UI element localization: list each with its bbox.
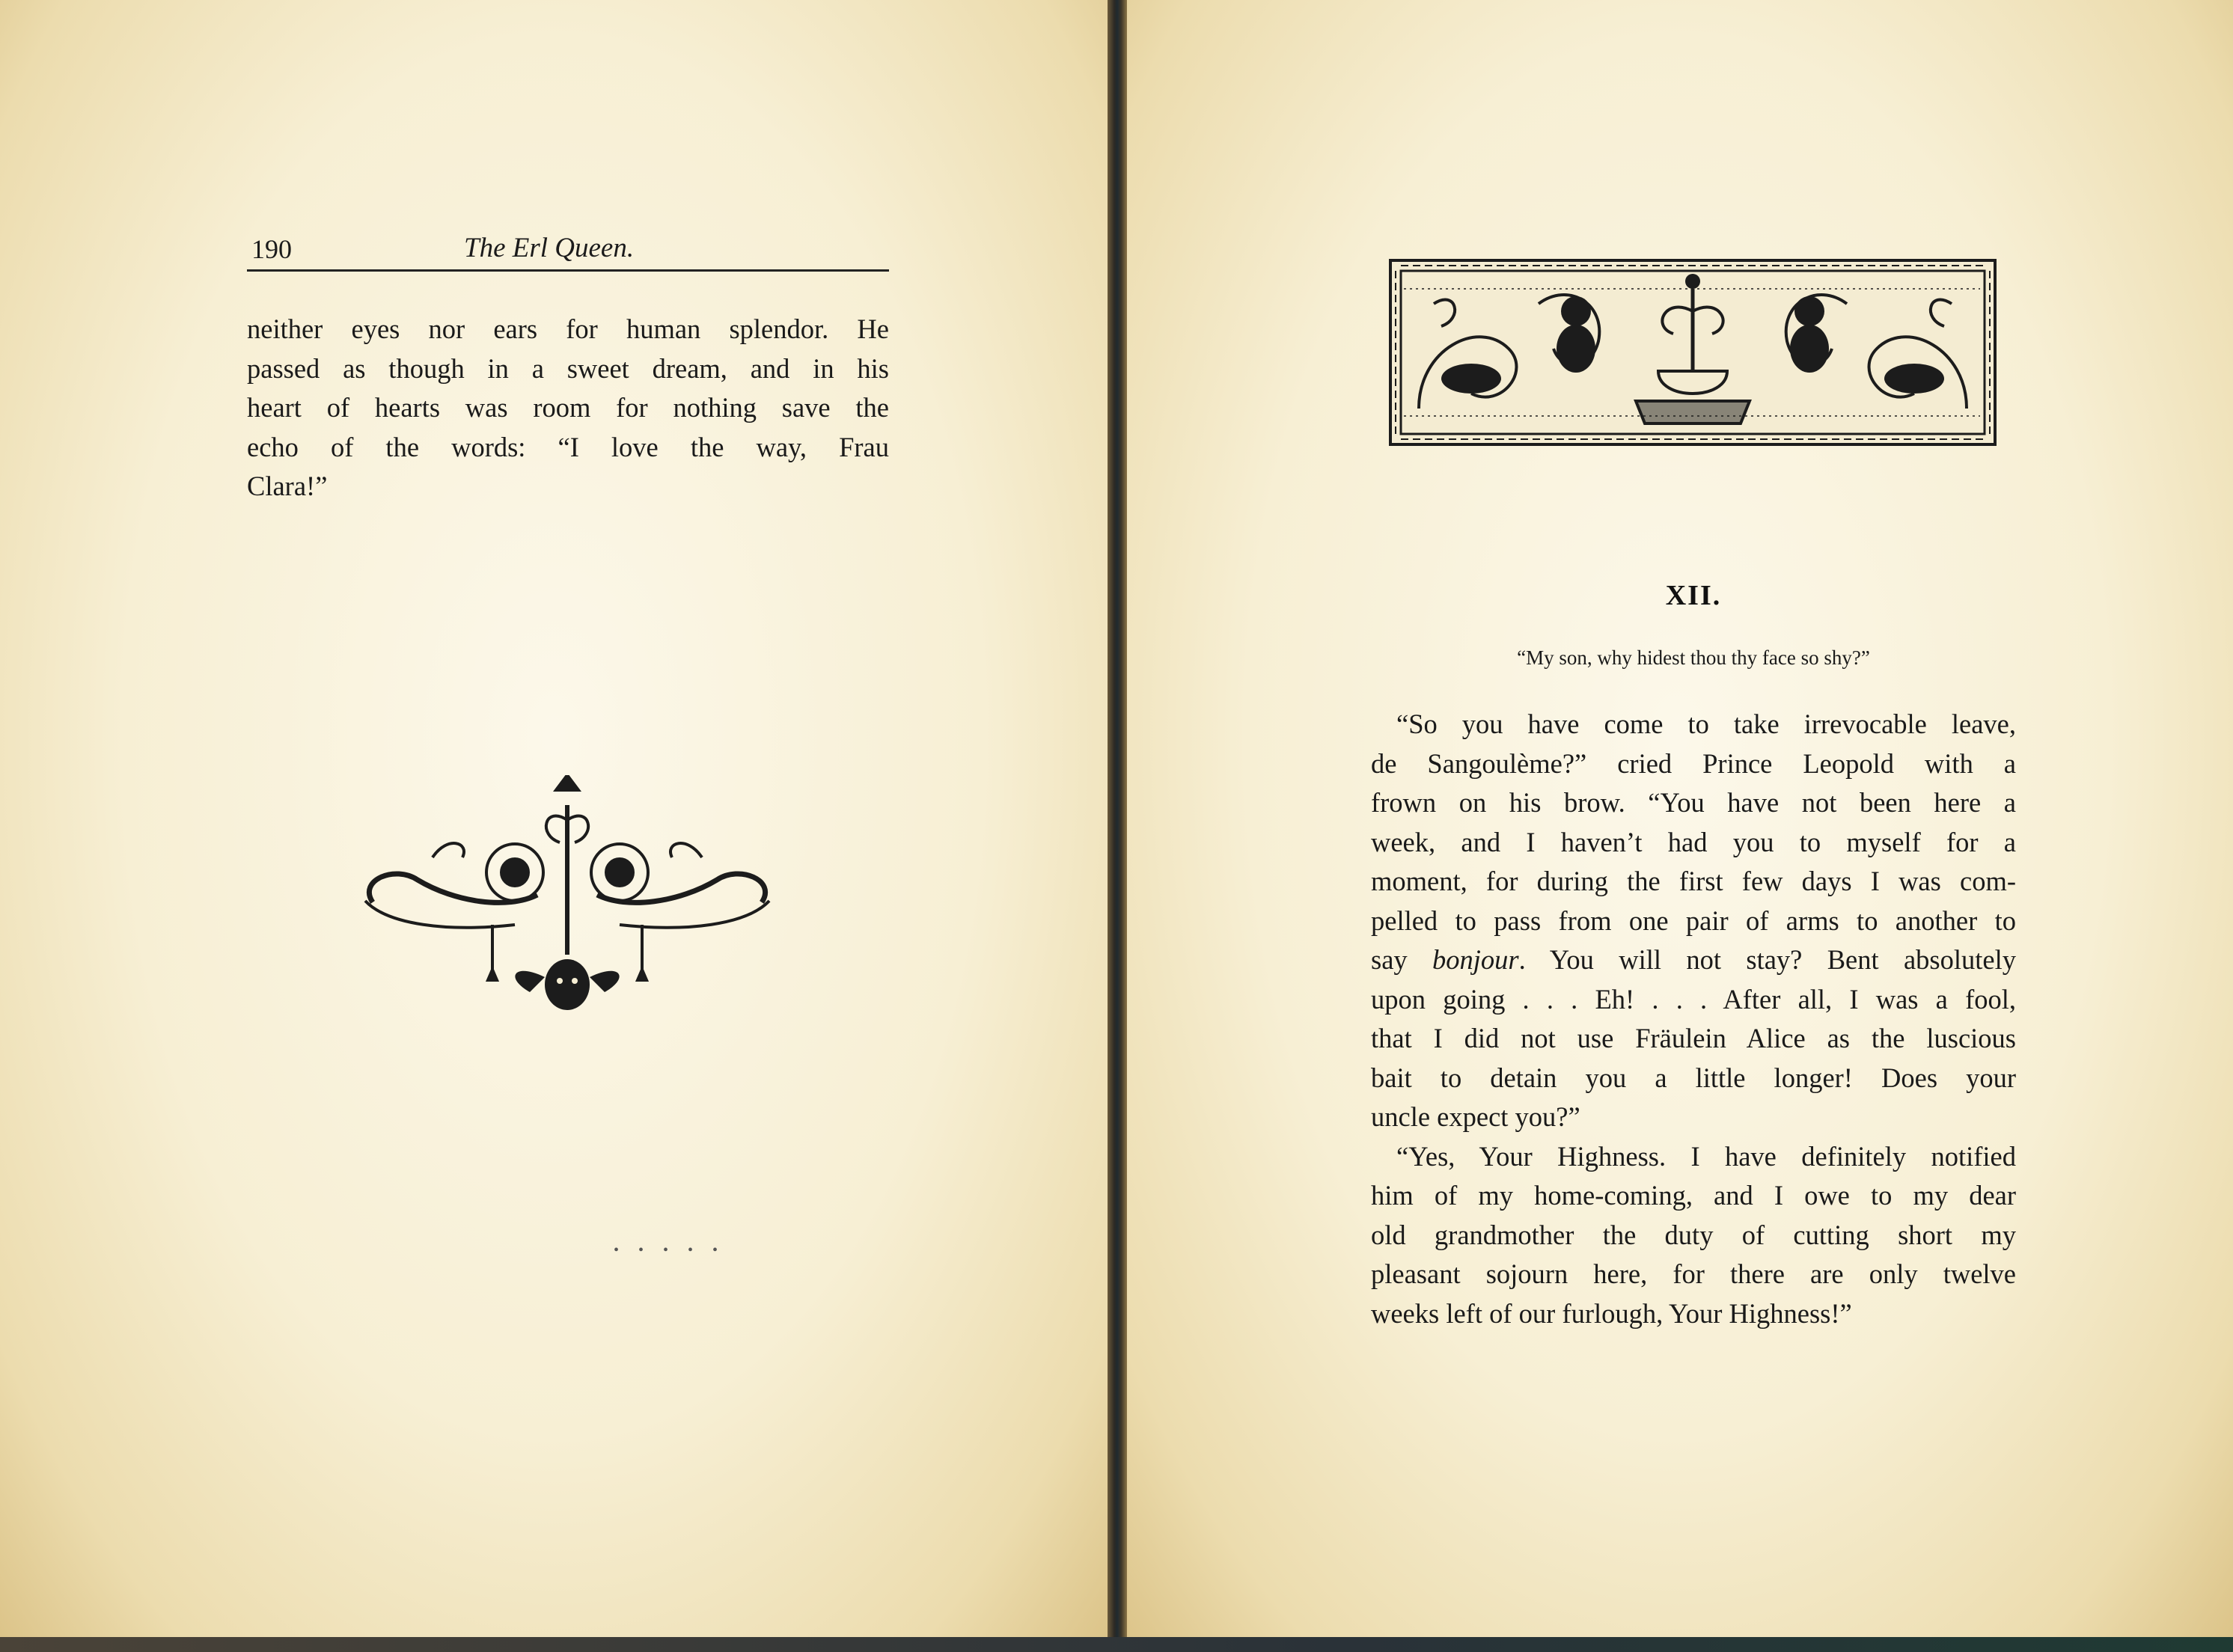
stray-marks: •••••	[614, 1242, 738, 1258]
chapter-number: XII.	[1665, 580, 1722, 611]
text-line: old grandmother the duty of cutting short my	[1371, 1219, 2016, 1250]
text-line: upon going . . . Eh! . . . After all, I was a fool,	[1371, 983, 2016, 1015]
text-line: “Yes, Your Highness. I have definitely notified	[1396, 1140, 2016, 1172]
running-title: The Erl Queen.	[464, 233, 635, 263]
book-gutter	[1108, 0, 1127, 1652]
paragraph	[1371, 1137, 2016, 1334]
text-line: weeks left of our furlough, Your Highness!”	[1371, 1297, 1852, 1329]
italic-word: bonjour	[1432, 944, 1519, 975]
text-line: bait to detain you a little longer! Does your	[1371, 1062, 2016, 1093]
page-number: 190	[251, 234, 292, 264]
text-line: frown on his brow. “You have not been here a	[1371, 787, 2016, 818]
text-line: uncle expect you?”	[1371, 1101, 1580, 1132]
text-line: “So you have come to take irrevocable leave,	[1396, 709, 2016, 739]
floral-tailpiece-ornament-icon	[343, 775, 792, 1030]
book-cover-edge	[0, 1637, 2233, 1652]
text-line: de Sangoulème?” cried Prince Leopold with a	[1371, 747, 2016, 779]
text-line: neither eyes nor ears for human splendor. He	[247, 313, 889, 344]
text-line: that I did not use Fräulein Alice as the luscious	[1371, 1023, 2016, 1053]
text-line: him of my home-coming, and I owe to my dear	[1371, 1180, 2016, 1211]
chapter-epigraph: “My son, why hidest thou thy face so shy?”	[1517, 646, 1870, 669]
text-line: pelled to pass from one pair of arms to another to	[1371, 905, 2016, 936]
text-line: heart of hearts was room for nothing save the	[247, 392, 889, 423]
text-line: Clara!”	[247, 471, 328, 501]
right-page-text	[1371, 705, 2016, 1333]
running-head	[247, 230, 889, 272]
text-line: passed as though in a sweet dream, and in his	[247, 352, 889, 384]
paragraph	[1371, 705, 2016, 1137]
text-line: say bonjour. You will not stay? Bent absolutely	[1371, 944, 2017, 975]
text-line: pleasant sojourn here, for there are only twelve	[1371, 1258, 2016, 1289]
text-line: echo of the words: “I love the way, Frau	[247, 431, 889, 462]
text-line: moment, for during the first few days I was com-	[1371, 866, 2016, 896]
text-line: week, and I haven’t had you to myself for a	[1371, 826, 2016, 857]
left-page-text	[247, 310, 889, 507]
cherub-scroll-headpiece-icon	[1389, 259, 1997, 446]
